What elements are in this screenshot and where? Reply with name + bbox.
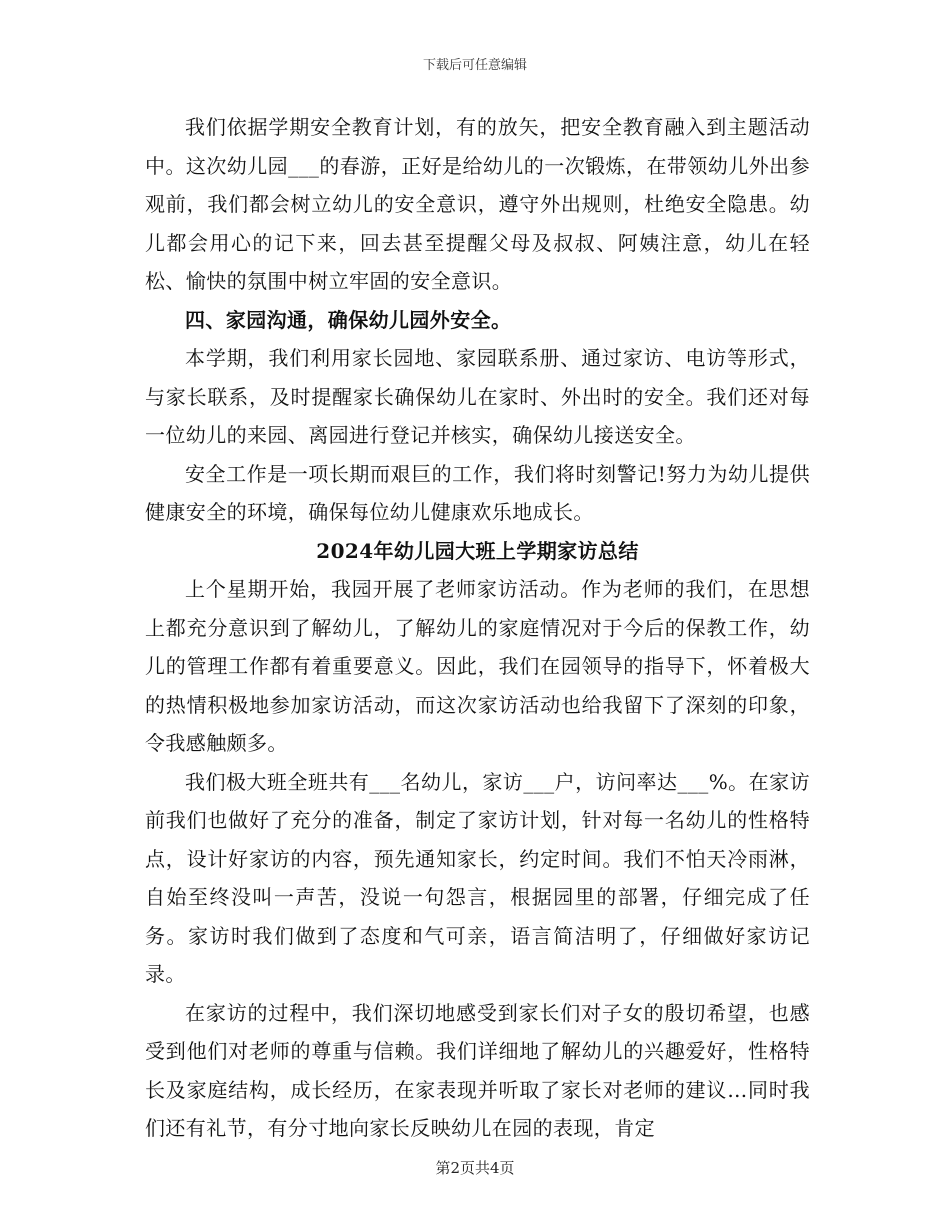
paragraph-home-visit-process: 在家访的过程中，我们深切地感受到家长们对子女的殷切希望，也感受到他们对老师的尊重与信赖。我们详细地了解幼儿的兴趣爱好，性格特长及家庭结构，成长经历，在家表现并听取了家长对老师的建议…同时我们还有礼节，有分寸地向家长反映幼儿在园的表现，肯定: [145, 1000, 810, 1140]
paragraph-safety-education: 我们依据学期安全教育计划，有的放矢，把安全教育融入到主题活动中。这次幼儿园___的春游，正好是给幼儿的一次锻炼，在带领幼儿外出参观前，我们都会树立幼儿的安全意识，遵守外出规则，杜绝安全隐患。幼儿都会用心的记下来，回去甚至提醒父母及叔叔、阿姨注意，幼儿在轻松、愉快的氛围中树立牢固的安全意识。: [145, 115, 810, 293]
section-heading-home-school: 四、家园沟通，确保幼儿园外安全。: [185, 307, 512, 332]
page-number: 第2页共4页: [435, 1159, 515, 1177]
document-title-home-visit: 2024年幼儿园大班上学期家访总结: [316, 538, 639, 563]
page-header: 下载后可任意编辑: [422, 58, 527, 73]
document-body: [145, 108, 810, 1148]
paragraph-home-visit-stats: 我们极大班全班共有___名幼儿，家访___户，访问率达___%。在家访前我们也做好了充分的准备，制定了家访计划，针对每一名幼儿的性格特点，设计好家访的内容，预先通知家长，约定时间。我们不怕天冷雨淋，自始至终没叫一声苦，没说一句怨言，根据园里的部署，仔细完成了任务。家访时我们做到了态度和气可亲，语言简洁明了，仔细做好家访记录。: [145, 769, 810, 986]
paragraph-home-school-communication: 本学期，我们利用家长园地、家园联系册、通过家访、电访等形式，与家长联系，及时提醒家长确保幼儿在家时、外出时的安全。我们还对每一位幼儿的来园、离园进行登记并核实，确保幼儿接送安全。: [145, 346, 810, 447]
paragraph-home-visit-intro: 上个星期开始，我园开展了老师家访活动。作为老师的我们，在思想上都充分意识到了解幼儿，了解幼儿的家庭情况对于今后的保教工作，幼儿的管理工作都有着重要意义。因此，我们在园领导的指导下，怀着极大的热情积极地参加家访活动，而这次家访活动也给我留下了深刻的印象，令我感触颇多。: [145, 577, 810, 755]
paragraph-safety-conclusion: 安全工作是一项长期而艰巨的工作，我们将时刻警记!努力为幼儿提供健康安全的环境，确保每位幼儿健康欢乐地成长。: [145, 461, 810, 524]
